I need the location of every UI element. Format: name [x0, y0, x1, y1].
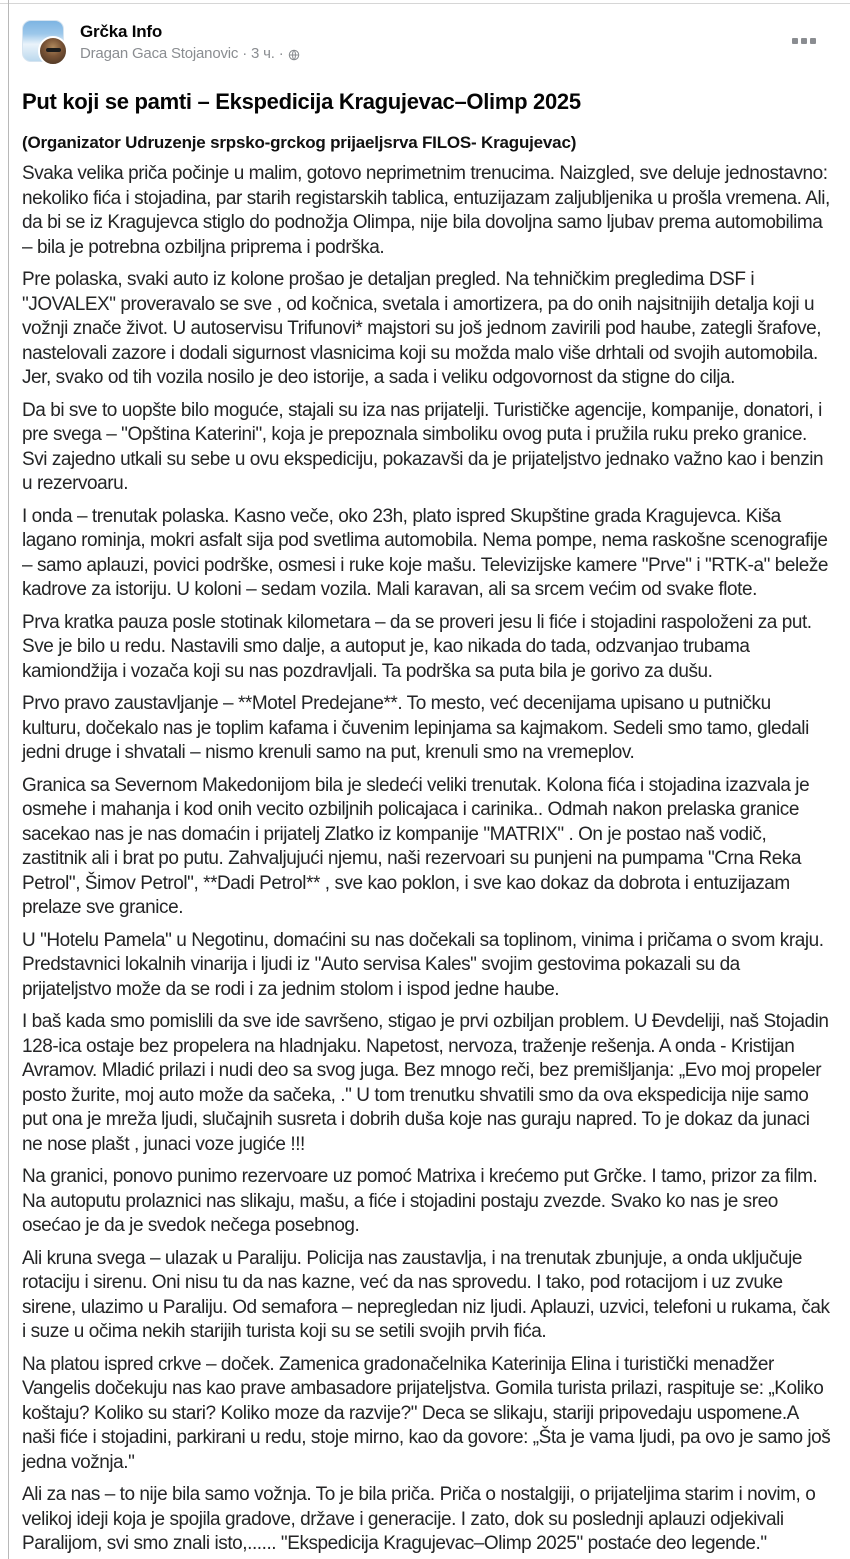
- post-paragraph: Prvo pravo zaustavljanje – **Motel Predejane**. To mesto, već decenijama upisano u putničku kulturu, dočekalo nas je toplim kafama i čuvenim lepinjama sa kajmakom. Sedeli smo tamo, gledali jedni druge i shvatali – nismo krenuli samo na put, krenuli smo na vremeplov.: [22, 693, 809, 763]
- post-body: [22, 162, 832, 1557]
- post-paragraph: I onda – trenutak polaska. Kasno veče, oko 23h, plato ispred Skupštine grada Kragujevca. Kiša lagano rominja, mokri asfalt sija pod svetlima automobila. Nema pompe, nema raskošne scenografije – samo aplauzi, povici podrške, osmesi i ruke koje mašu. Televizijske kamere "Prve" i "RTK-a" beleže kadrove za istoriju. U koloni – sedam vozila. Mali karavan, ali sa srcem većim od svake flote.: [22, 505, 829, 600]
- post-paragraph: Prva kratka pauza posle stotinak kilometara – da se proveri jesu li fiće i stojadini raspoloženi za put. Sve je bilo u redu. Nastavili smo dalje, a autoput je, kao nikada do tada, odzvanjao trubama kamiondžija i vozača koji su nas pozdravljali. Ta podrška sa puta bila je gorivo za dušu.: [22, 611, 812, 682]
- more-options-button[interactable]: [784, 30, 824, 52]
- page-avatar[interactable]: [22, 20, 68, 66]
- post-header: [22, 20, 832, 66]
- post-paragraph: Na platou ispred crkve – doček. Zamenica gradonačelnika Katerinija Elina i turistički menadžer Vangelis dočekuju nas kao prave ambasadore prijateljstva. Gomila turista prilazi, raspituje se: „Koliko koštaju? Koliko su stari? Koliko moze da razvije?" Deca se slikaju, stariji pripovedaju uspomene.A naši fiće i stojadini, parkirani u redu, stoje mirno, kao da govore: „Šta je vama ljudi, pa ovo je samo još jedna vožnja.": [22, 1353, 831, 1473]
- post-title: Put koji se pamti – Ekspedicija Kragujevac–Olimp 2025: [22, 89, 581, 114]
- byline-separator: ·: [278, 45, 284, 62]
- more-icon: [810, 38, 816, 44]
- post-paragraph: Na granici, ponovo punimo rezervoare uz pomoć Matrixa i krećemo put Grčke. I tamo, prizor za film. Na autoputu prolaznici nas slikaju, mašu, a fiće i stojadini postaju zvezde. Svako ko nas je sreo osećao je da je svedok nečega posebnog.: [22, 1166, 818, 1236]
- header-text: [80, 20, 300, 62]
- timestamp[interactable]: 3 ч.: [251, 45, 275, 62]
- more-icon: [801, 38, 807, 44]
- post-paragraph: I baš kada smo pomislili da sve ide savršeno, stigao je prvi ozbiljan problem. U Đevdeliji, naš Stojadin 128-ica ostaje bez propelera na hladnjaku. Napetost, nervoza, traženje rešenja. A onda - Kristijan Avramov. Mladić prilazi i nudi deo sa svog juga. Bez mnogo reči, bez premišljanja: „Evo moj propeler posto žurite, moj auto može da sačeka, ." U tom trenutku shvatili smo da ova ekspedicija nije samo put ona je mreža ljudi, slučajnih susreta i dobrih duša koje nas guraju napred. To je dokaz da junaci ne nose plašt , junaci voze jugiće !!!: [22, 1011, 829, 1155]
- post-paragraph: Da bi sve to uopšte bilo moguće, stajali su iza nas prijatelji. Turističke agencije, kompanije, donatori, i pre svega – "Opština Katerini", koja je prepoznala simboliku ovog puta i pružila ruku preko granice. Svi zajedno utkali su sebe u ovu ekspediciju, pokazavši da je prijateljstvo jednako važno kao i benzin u rezervoaru.: [22, 399, 824, 494]
- post-paragraph: Ali kruna svega – ulazak u Paraliju. Policija nas zaustavlja, i na trenutak zbunjuje, a onda uključuje rotaciju i sirenu. Oni nisu tu da nas kazne, već da nas sprovedu. I tako, pod rotacijom i uz zvuke sirene, ulazimo u Paraliju. Od semafora – nepregledan niz ljudi. Aplauzi, uzvici, telefoni u rukama, čak i suze u očima nekih starijih turista koji su se setili svojih prvih fića.: [22, 1247, 830, 1342]
- page-name-link[interactable]: Grčka Info: [80, 22, 163, 41]
- post-paragraph: Granica sa Severnom Makedonijom bila je sledeći veliki trenutak. Kolona fića i stojadina izazvala je osmehe i mahanja i kod onih vecito ozbiljnih policajaca i carinika.. Odmah nakon prelaska granice sacekao nas je nas domaćin i prijatelj Zlatko iz kompanije "MATRIX" . On je postao naš vodič, zastitnik ali i brat po putu. Zahvaljujući njemu, naši rezervoari su punjeni na pumpama "Crna Reka Petrol", Šimov Petrol", **Dadi Petrol** , sve kao poklon, i sve kao dokaz da dobrota i entuzijazam prelaze sve granice.: [22, 774, 810, 918]
- byline-separator: ·: [242, 45, 247, 62]
- more-icon: [792, 38, 798, 44]
- post-byline: [80, 45, 300, 62]
- globe-icon: [288, 48, 300, 60]
- post-paragraph: U "Hotelu Pamela" u Negotinu, domaćini su nas dočekali sa toplinom, vinima i pričama o svom kraju. Predstavnici lokalnih vinarija i ljudi iz "Auto servisa Kales" svojim gestovima pokazali su da prijateljstvo može da se rodi i za jednim stolom i ispod jedne haube.: [22, 929, 824, 1000]
- post-paragraph: Ali za nas – to nije bila samo vožnja. To je bila priča. Priča o nostalgiji, o prijateljima starim i novim, o velikoj ideji koja je spojila gradove, države i generacije. I zato, dok su poslednji aplauzi odjekivali Paralijom, svi smo znali isto,...... "Ekspedicija Kragujevac–Olimp 2025" postaće deo legende.": [22, 1484, 816, 1554]
- post-subtitle: (Organizator Udruzenje srpsko-grckog prijaeljsrva FILOS- Kragujevac): [22, 133, 577, 152]
- author-avatar: [38, 36, 68, 66]
- author-link[interactable]: Dragan Gaca Stojanovic: [80, 45, 239, 62]
- post-paragraph: Pre polaska, svaki auto iz kolone prošao je detaljan pregled. Na tehničkim pregledima DSF i "JOVALEX" proveravalo se sve , od kočnica, svetala i amortizera, pa do onih najsitnijih detalja koji u vožnji znače život. U autoservisu Trifunovi* majstori su još jednom zavirili pod haube, zategli šrafove, nastelovali zazore i dodali sigurnost vlasnicima koji su možda malo više drhtali od svojih automobila. Jer, svako od tih vozila nosilo je deo istorije, a sada i veliku odgovornost da stigne do cilja.: [22, 269, 822, 388]
- post-paragraph: Svaka velika priča počinje u malim, gotovo neprimetnim trenucima. Naizgled, sve deluje jednostavno: nekoliko fića i stojadina, par starih registarskih tablica, entuzijazam zaljubljenika u prošla vremena. Ali, da bi se iz Kragujevca stiglo do podnožja Olimpa, nije bila dovoljna samo ljubav prema automobilima – bila je potrebna ozbiljna priprema i podrška.: [22, 163, 830, 258]
